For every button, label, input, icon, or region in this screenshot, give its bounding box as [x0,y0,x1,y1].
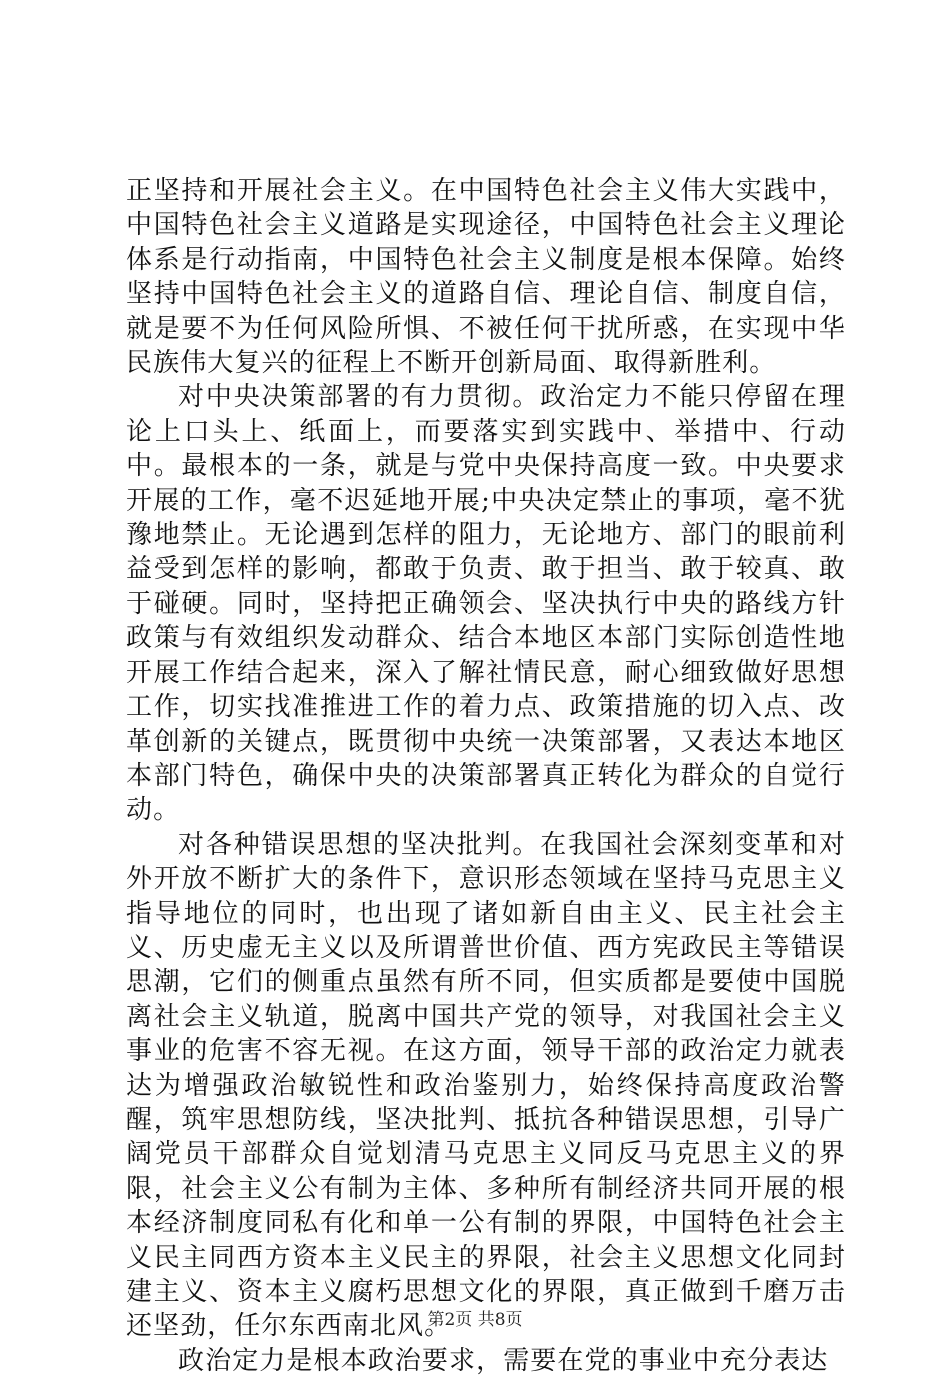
page-number-footer: 第2页 共8页 [427,1310,523,1330]
paragraph-political-requirement: 政治定力是根本政治要求，需要在党的事业中充分表达 [178,1345,829,1376]
paragraph-central-decisions: 对中央决策部署的有力贯彻。政治定力不能只停留在理论上口头上、纸面上，而要落实到实践中、举措中、行动中。最根本的一条，就是与党中央保持高度一致。中央要求开展的工作，毫不迟延地开展;中央决定禁止的事项，毫不犹豫地禁止。无论遇到怎样的阻力，无论地方、部门的眼前利益受到怎样的影响，都敢于负责、敢于担当、敢于较真、敢于碰硬。同时，坚持把正确领会、坚决执行中央的路线方针政策与有效组织发动群众、结合本地区本部门实际创造性地开展工作结合起来，深入了解社情民意，耐心细致做好思想工作，切实找准推进工作的着力点、政策措施的切入点、改革创新的关键点，既贯彻中央统一决策部署，又表达本地区本部门特色，确保中央的决策部署真正转化为群众的自觉行动。 [126,382,846,826]
document-body [126,174,846,1378]
paragraph-continuation: 正坚持和开展社会主义。在中国特色社会主义伟大实践中，中国特色社会主义道路是实现途径，中国特色社会主义理论体系是行动指南，中国特色社会主义制度是根本保障。始终坚持中国特色社会主义的道路自信、理论自信、制度自信，就是要不为任何风险所惧、不被任何干扰所惑，在实现中华民族伟大复兴的征程上不断开创新局面、取得新胜利。 [126,176,846,379]
paragraph-wrong-thoughts: 对各种错误思想的坚决批判。在我国社会深刻变革和对外开放不断扩大的条件下，意识形态领域在坚持马克思主义指导地位的同时，也出现了诸如新自由主义、民主社会主义、历史虚无主义以及所谓普世价值、西方宪政民主等错误思潮，它们的侧重点虽然有所不同，但实质都是要使中国脱离社会主义轨道，脱离中国共产党的领导，对我国社会主义事业的危害不容无视。在这方面，领导干部的政治定力就表达为增强政治敏锐性和政治鉴别力，始终保持高度政治警醒，筑牢思想防线，坚决批判、抵抗各种错误思想，引导广阔党员干部群众自觉划清马克思主义同反马克思主义的界限，社会主义公有制为主体、多种所有制经济共同开展的根本经济制度同私有化和单一公有制的界限，中国特色社会主义民主同西方资本主义民主的界限，社会主义思想文化同封建主义、资本主义腐朽思想文化的界限，真正做到千磨万击还坚劲，任尔东西南北风。 [126,829,846,1342]
